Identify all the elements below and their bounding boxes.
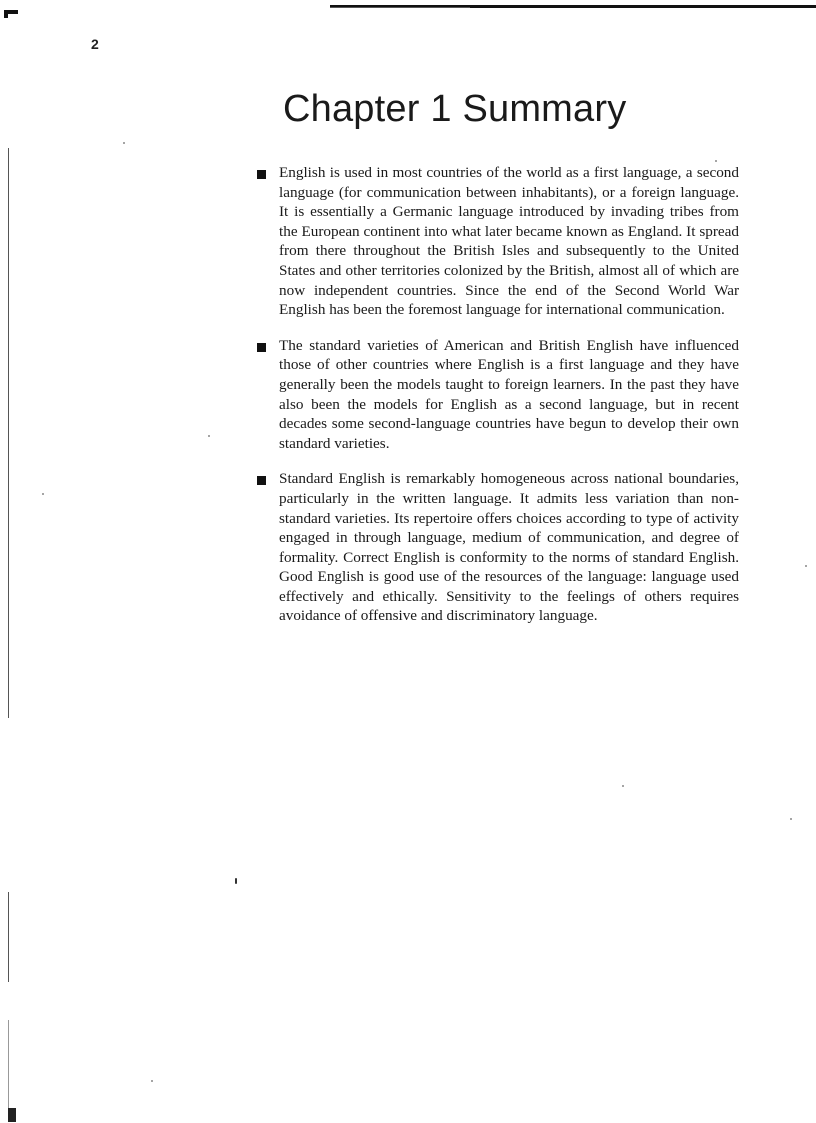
summary-item <box>256 163 739 320</box>
scan-speck <box>235 878 237 884</box>
top-scan-edge-thin <box>330 7 470 8</box>
summary-item-text: English is used in most countries of the world as a first language, a second language (for communication between inhabitants), or a foreign language. It is essentially a Germanic language introduced by invading tribes from the European continent into what later became known as England. It spread from there throughout the British Isles and subsequently to the United States and other territories colonized by the British, almost all of which are now independent countries. Since the end of the Second World War English has been the foremost language for international communication. <box>279 164 739 319</box>
summary-list <box>256 163 739 642</box>
crop-mark <box>4 10 18 14</box>
left-scan-edge <box>8 148 9 718</box>
summary-item <box>256 336 739 454</box>
square-bullet-icon <box>257 476 266 485</box>
scan-speck <box>790 818 792 820</box>
left-scan-edge <box>8 892 9 982</box>
scan-speck <box>805 565 807 567</box>
scan-speck <box>208 435 210 437</box>
summary-item-text: Standard English is remarkably homogeneous across national boundaries, particularly in the written language. It admits less variation than non-standard varieties. Its repertoire offers choices according to type of activity engaged in through language, medium of communication, and degree of formality. Correct English is conformity to the norms of standard English. Good English is good use of the resources of the language: language used effectively and ethically. Sensitivity to the feelings of others requires avoidance of offensive and discriminatory language. <box>279 470 739 625</box>
scan-speck <box>151 1080 153 1082</box>
page-number: 2 <box>91 36 99 52</box>
left-scan-edge <box>8 1020 9 1115</box>
summary-item-text: The standard varieties of American and British English have influenced those of other countries where English is a first language and they have generally been the models taught to foreign learners. In the past they have also been the models for English as a second language, but in recent decades some second-language countries have begun to develop their own standard varieties. <box>279 336 739 452</box>
scan-speck <box>42 493 44 495</box>
scan-speck <box>622 785 624 787</box>
left-scan-edge-foot <box>8 1108 16 1122</box>
square-bullet-icon <box>257 343 266 352</box>
scan-speck <box>715 160 717 162</box>
scan-speck <box>123 142 125 144</box>
chapter-title: Chapter 1 Summary <box>283 88 627 130</box>
square-bullet-icon <box>257 170 266 179</box>
summary-item <box>256 469 739 626</box>
